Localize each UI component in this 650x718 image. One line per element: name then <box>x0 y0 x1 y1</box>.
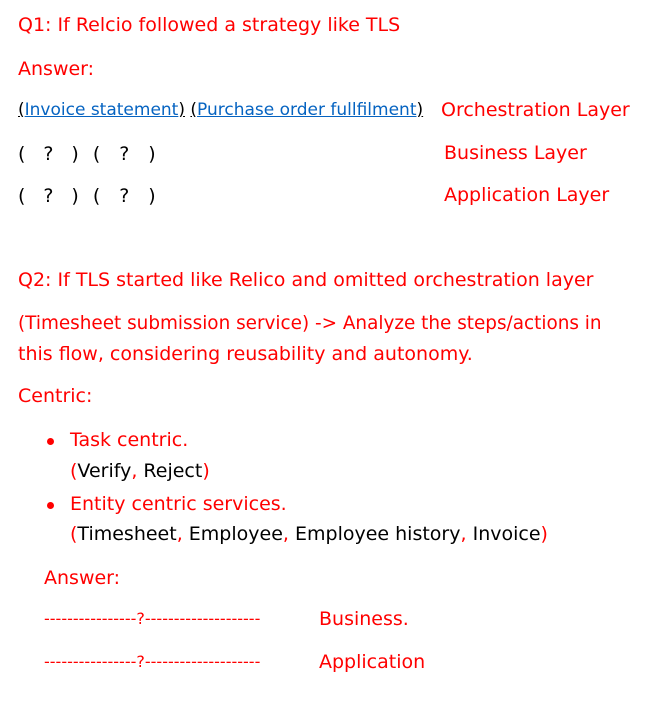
q1-row-business: ( ? ) ( ? ) <box>18 143 156 165</box>
bullet-dot <box>47 438 54 445</box>
q1-row-application: ( ? ) ( ? ) <box>18 185 156 207</box>
q2-description-line1: (Timesheet submission service) -> Analyze the steps/actions in <box>18 313 602 334</box>
bullet-dot <box>47 502 54 509</box>
q2-title: Q2: If TLS started like Relico and omitted orchestration layer <box>18 269 594 291</box>
application-answer-row: ----------------?-------------------- <box>44 652 261 671</box>
purchase-order-link[interactable]: Purchase order fullfilment <box>197 100 417 120</box>
centric-label: Centric: <box>18 385 93 407</box>
entity-centric-title: Entity centric services. <box>70 493 287 515</box>
q1-title: Q1: If Relcio followed a strategy like TLS <box>18 14 401 36</box>
application-answer-label: Application <box>319 651 426 673</box>
orchestration-layer-label: Orchestration Layer <box>441 99 630 121</box>
task-centric-title: Task centric. <box>70 429 189 451</box>
q2-answer-label: Answer: <box>44 567 121 589</box>
entity-centric-items: (Timesheet, Employee, Employee history, Invoice) <box>70 523 548 545</box>
business-answer-label: Business. <box>319 608 409 630</box>
task-centric-items: (Verify, Reject) <box>70 460 210 482</box>
business-answer-row: ----------------?-------------------- <box>44 609 261 628</box>
invoice-statement-link[interactable]: Invoice statement <box>24 100 179 120</box>
q1-row-orchestration: (Invoice statement) (Purchase order fullfilment) <box>18 100 424 120</box>
application-layer-label: Application Layer <box>444 184 610 206</box>
business-layer-label: Business Layer <box>444 142 587 164</box>
q2-description-line2: this flow, considering reusability and autonomy. <box>18 343 473 365</box>
q1-answer-label: Answer: <box>18 58 95 80</box>
